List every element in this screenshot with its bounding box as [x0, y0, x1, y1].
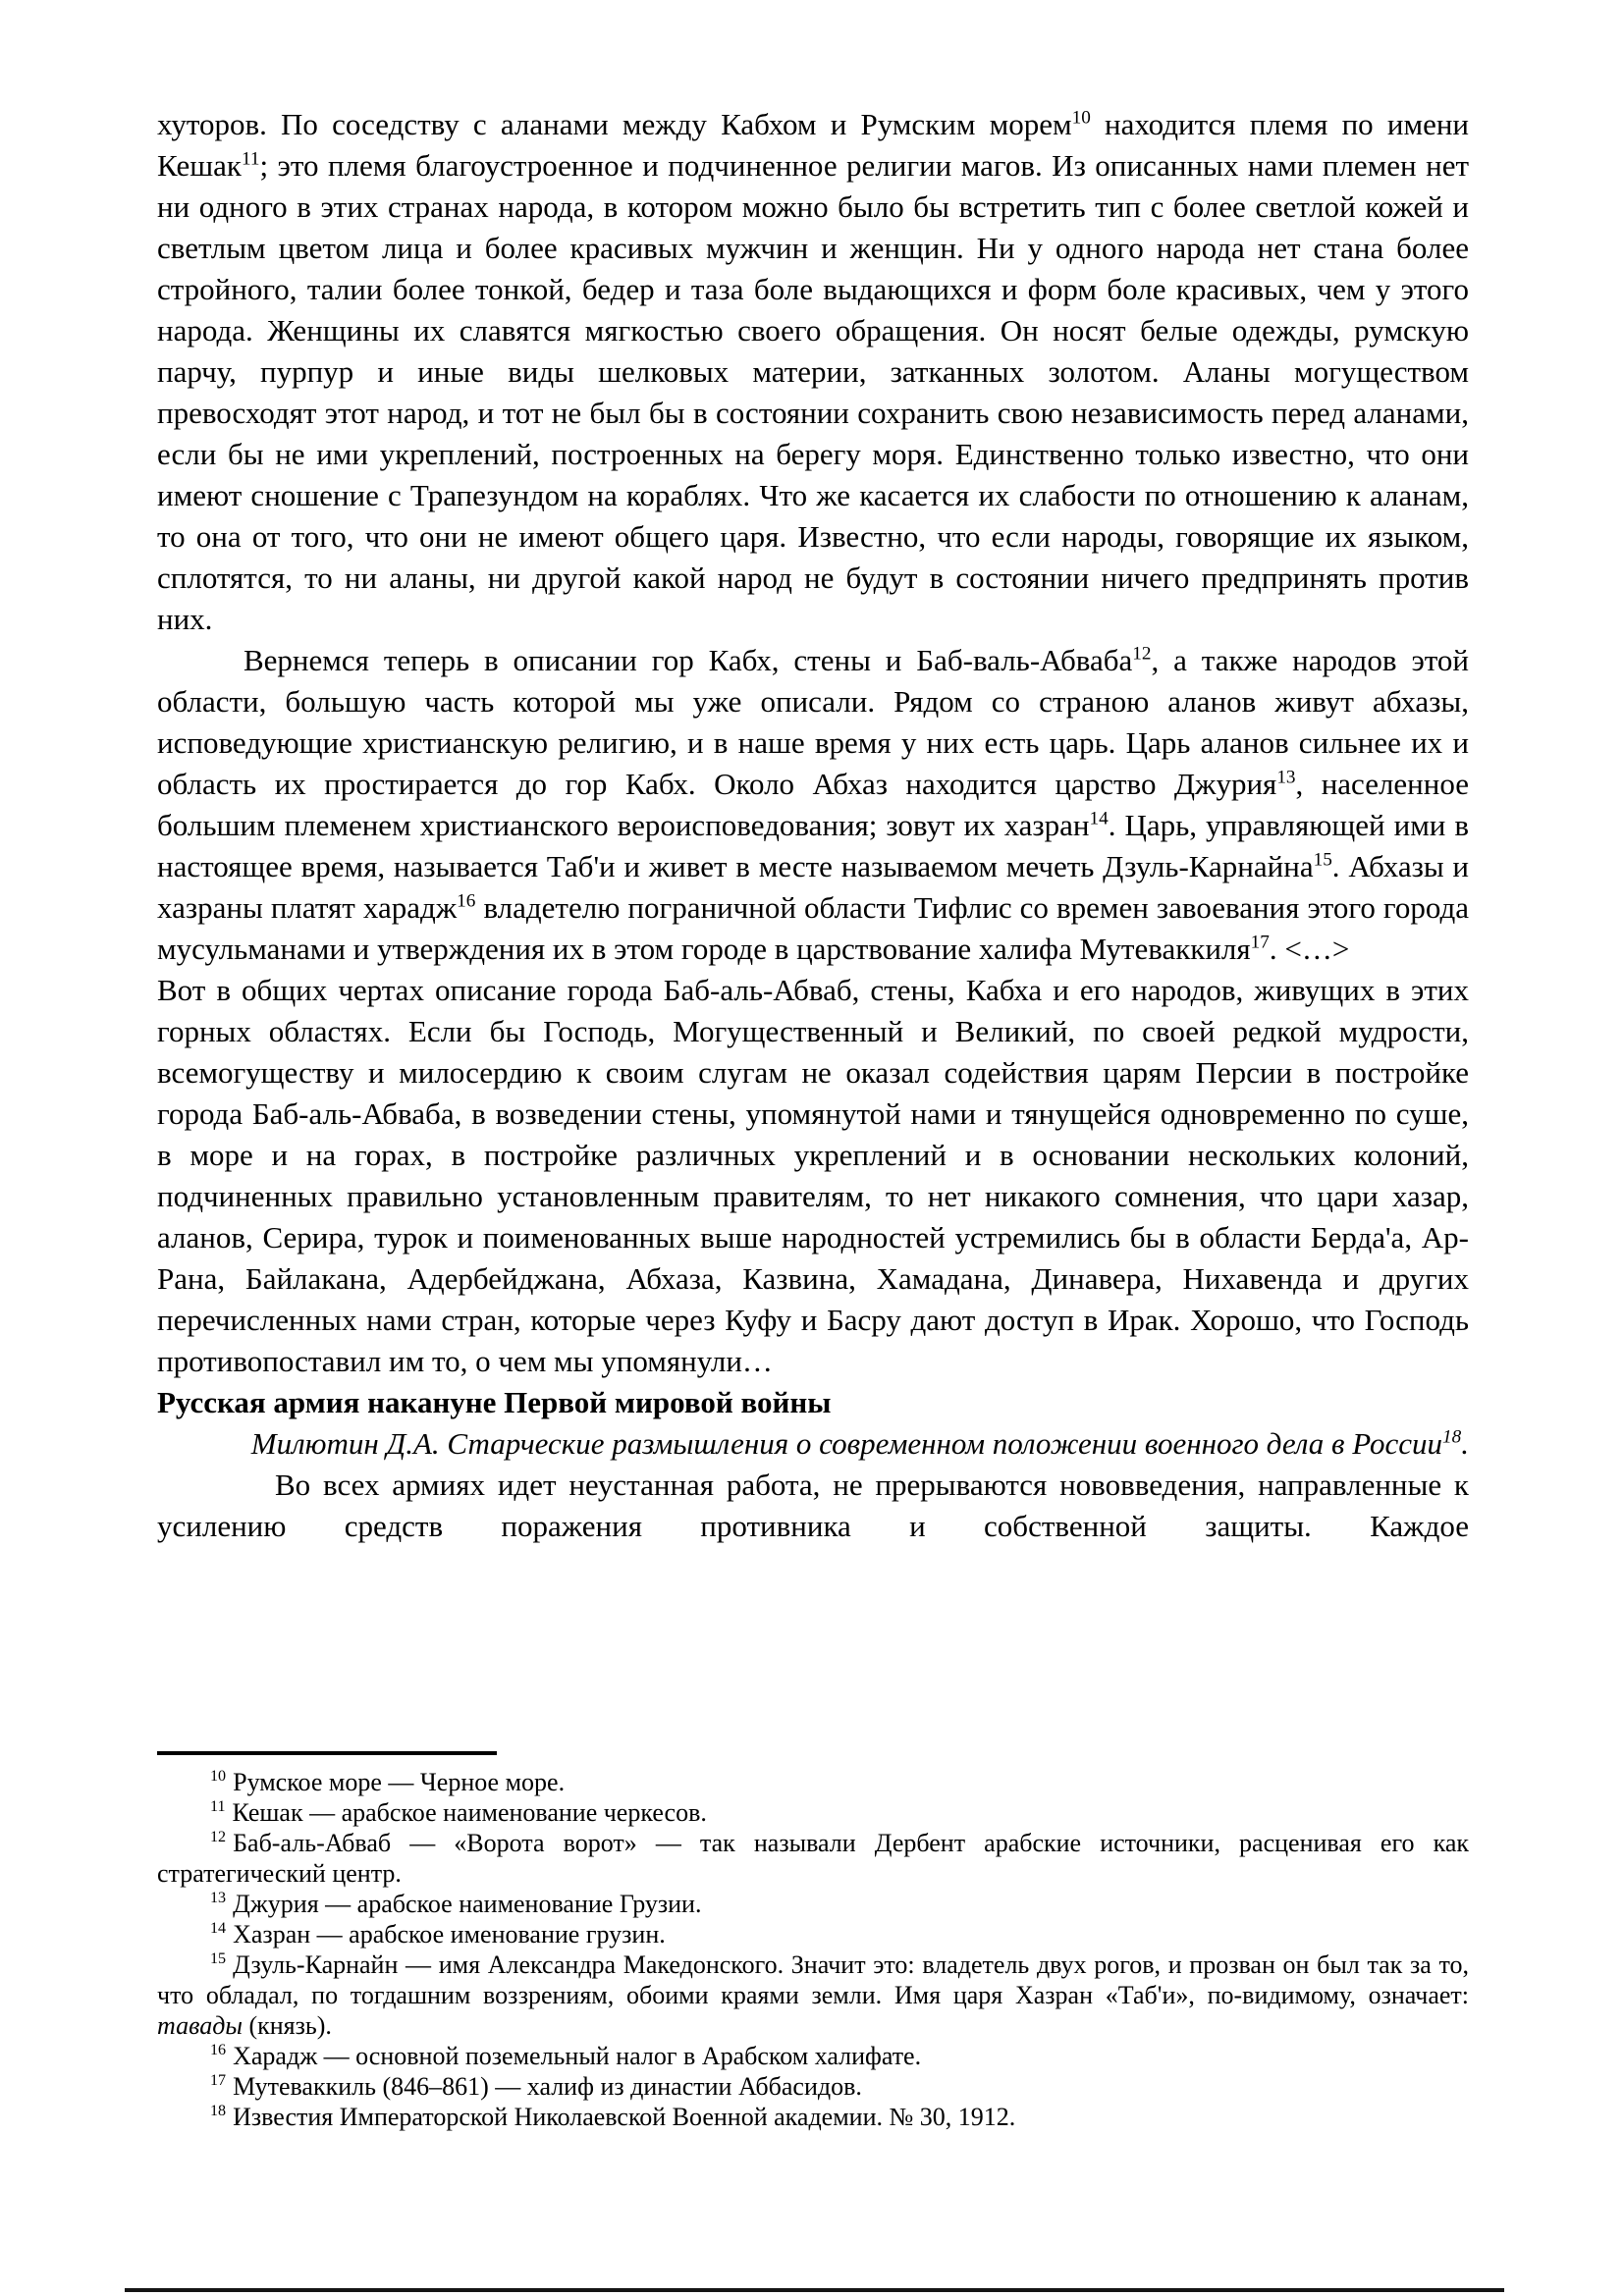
footnote-ref-14: 14	[1089, 808, 1109, 829]
section-heading	[157, 1382, 1469, 1423]
footnote	[157, 2102, 1469, 2132]
body-text: хуторов. По соседству с аланами между Кабхом и Румским морем	[157, 107, 1072, 141]
body-text: , а также народов этой области, большую часть которой мы уже описали. Рядом со страною аланов живут абхазы, исповедующие христианскую религию, и в наше время у них есть царь. Царь аланов сильнее их и область их простирается до гор Кабх. Около Абхаз находится царство Джурия	[157, 643, 1469, 801]
footnote-number: 12	[210, 1829, 227, 1846]
heading-text: Русская армия накануне Первой мировой войны	[157, 1385, 832, 1419]
paragraph-bab-al-abvab-summary	[157, 970, 1469, 1382]
footnote-text: Известия Императорской Николаевской Военной академии. № 30, 1912.	[233, 2103, 1016, 2131]
quote-text: .	[1461, 1426, 1469, 1461]
footnote-text: Мутеваккиль (846–861) — халиф из династии Аббасидов.	[233, 2072, 862, 2101]
body-text: Во всех армиях идет неустанная работа, не прерываются нововведения, направленные к усилению средств поражения противника и собственной защиты. Каждое	[157, 1468, 1469, 1543]
footnote	[157, 2071, 1469, 2102]
footnote-text: (князь).	[242, 2011, 332, 2040]
footnote-number: 10	[210, 1768, 227, 1786]
footnote-text: Хазран — арабское именование грузин.	[233, 1920, 666, 1949]
page-edge-line	[125, 2288, 1504, 2292]
footnote-ref-15: 15	[1313, 849, 1332, 871]
body-text: , населенное большим племенем христианского вероисповедования; зовут их хазран	[157, 767, 1469, 842]
footnote-text: Дзуль-Карнайн — имя Александра Македонского. Значит это: владетель двух рогов, и прозван он был так за то, что обладал, по тогдашним воззрениям, обоими краями земли. Имя царя Хазран «Таб'и», по-видимому, означает:	[157, 1950, 1469, 2009]
footnote-ref-12: 12	[1132, 643, 1152, 665]
footnote	[157, 1828, 1469, 1889]
body-text: владетелю пограничной области Тифлис со времен завоевания этого города мусульманами и утверждения их в этом городе в царствование халифа Мутеваккиля	[157, 890, 1469, 966]
footnote-text: Харадж — основной поземельный налог в Арабском халифате.	[233, 2042, 922, 2070]
footnote-ref-16: 16	[457, 890, 476, 912]
paragraph-armies-work	[157, 1465, 1469, 1547]
footnote-number: 13	[210, 1890, 227, 1907]
body-text: ; это племя благоустроенное и подчиненное религии магов. Из описанных нами племен нет ни одного в этих странах народа, в котором можно было бы встретить тип с более светлой кожей и светлым цветом лица и более красивых мужчин и женщин. Ни у одного народа нет стана более стройного, талии более тонкой, бедер и таза боле выдающихся и форм боле красивых, чем у этого народа. Женщины их славятся мягкостью своего обращения. Он носят белые одежды, румскую парчу, пурпур и иные виды шелковых материи, затканных золотом. Аланы могуществом превосходят этот народ, и тот не был бы в состоянии сохранить свою независимость перед аланами, если бы не ими укреплений, построенных на берегу моря. Единственно только известно, что они имеют сношение с Трапезундом на кораблях. Что же касается их слабости по отношению к аланам, то она от того, что они не имеют общего царя. Известно, что если народы, говорящие их языком, сплотятся, то ни аланы, ни другой какой народ не будут в состоянии ничего предпринять против них.	[157, 148, 1469, 636]
paragraph-kabkh-description	[157, 640, 1469, 970]
footnote-ref-13: 13	[1276, 767, 1296, 788]
footnote-ref-10: 10	[1071, 107, 1091, 129]
footnote-text: Румское море — Черное море.	[233, 1768, 566, 1796]
body-text: Вернемся теперь в описании гор Кабх, стены и Баб-валь-Абваба	[244, 643, 1133, 677]
footnote-number: 14	[210, 1920, 227, 1938]
footnote	[157, 1949, 1469, 2041]
main-text-block	[157, 104, 1469, 1547]
footnote	[157, 2041, 1469, 2071]
footnotes-block	[157, 1767, 1469, 2132]
footnote-number: 15	[210, 1950, 227, 1968]
footnote-text: Джурия — арабское наименование Грузии.	[233, 1890, 702, 1918]
footnote-number: 17	[210, 2072, 227, 2090]
footnote-italic-term: тавады	[157, 2011, 243, 2040]
body-text: . Абхазы и хазраны платят харадж	[157, 849, 1470, 925]
quote-attribution	[157, 1423, 1469, 1465]
footnote	[157, 1889, 1469, 1919]
footnote-ref-17: 17	[1250, 932, 1270, 953]
body-text: . <…>	[1269, 932, 1350, 966]
body-text: Вот в общих чертах описание города Баб-аль-Абваб, стены, Кабха и его народов, живущих в этих горных областях. Если бы Господь, Могущественный и Великий, по своей редкой мудрости, всемогуществу и милосердию к своим слугам не оказал содействия царям Персии в постройке города Баб-аль-Абваба, в возведении стены, упомянутой нами и тянущейся одновременно по суше, в море и на горах, в постройке различных укреплений и в основании нескольких колоний, подчиненных правильно установленным правителям, то нет никакого сомнения, что цари хазар, аланов, Серира, турок и поименованных выше народностей устремились бы в области Берда'а, Ар-Рана, Байлакана, Адербейджана, Абхаза, Казвина, Хамадана, Динавера, Нихавенда и других перечисленных нами стран, которые через Куфу и Басру дают доступ в Ирак. Хорошо, что Господь противопоставил им то, о чем мы упомянули…	[157, 973, 1469, 1378]
footnote-text: Баб-аль-Абваб — «Ворота ворот» — так называли Дербент арабские источники, расценивая его как стратегический центр.	[157, 1829, 1469, 1888]
body-text: находится племя по имени Кешак	[157, 107, 1470, 183]
footnote	[157, 1767, 1469, 1797]
footnote-separator	[157, 1751, 497, 1755]
footnote-number: 18	[210, 2103, 227, 2120]
footnote-number: 16	[210, 2042, 227, 2059]
footnote-ref-18: 18	[1442, 1426, 1462, 1448]
footnote	[157, 1797, 1469, 1828]
quote-text: Милютин Д.А. Старческие размышления о современном положении военного дела в России	[250, 1426, 1443, 1461]
footnote-ref-11: 11	[241, 148, 260, 170]
footnote-text: Кешак — арабское наименование черкесов.	[232, 1798, 707, 1827]
body-text: . Царь, управляющей ими в настоящее время, называется Таб'и и живет в месте называемом мечеть Дзуль-Карнайна	[157, 808, 1470, 883]
footnote	[157, 1919, 1469, 1949]
paragraph-kashak-tribe	[157, 104, 1469, 640]
footnote-number: 11	[210, 1798, 226, 1816]
